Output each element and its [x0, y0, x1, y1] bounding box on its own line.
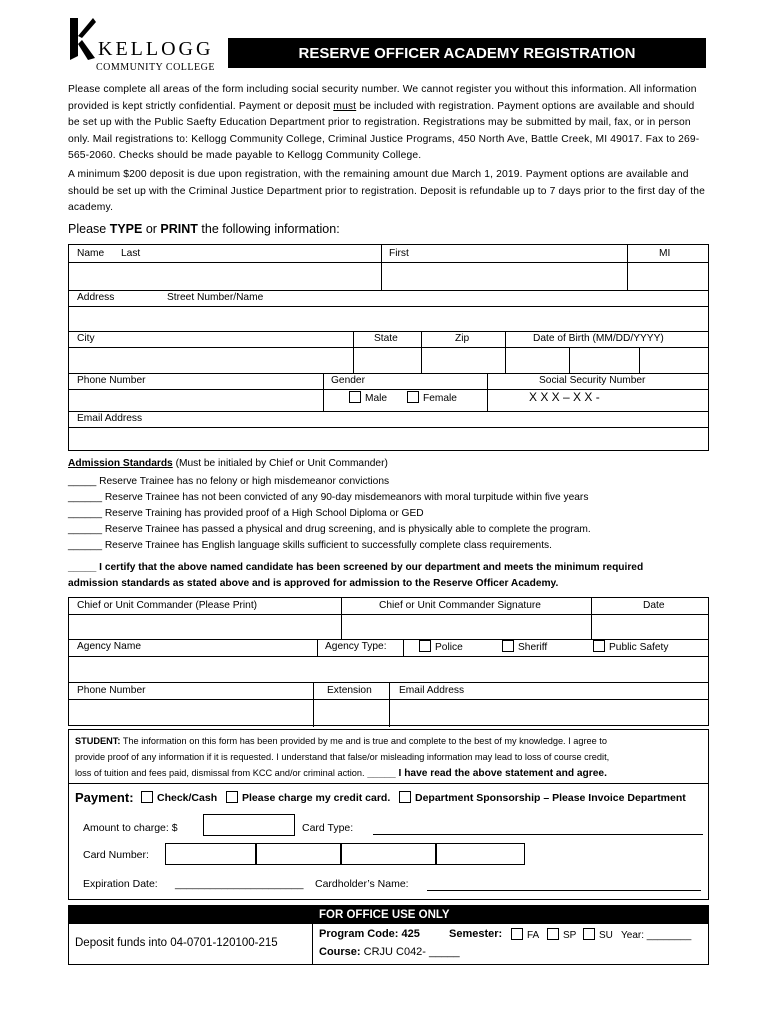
male-checkbox[interactable] [349, 391, 361, 403]
semester-label: Semester: [449, 928, 503, 940]
su-checkbox[interactable] [583, 928, 595, 940]
certify-line-2: admission standards as stated above and is approved for admission to the Reserve Officer Academy. [68, 578, 559, 589]
police-option[interactable]: Police [419, 640, 463, 653]
standard-item: ______ Reserve Training has provided proof of a High School Diploma or GED [68, 508, 424, 519]
sheriff-option[interactable]: Sheriff [502, 640, 547, 653]
intro-paragraph-1: Please complete all areas of the form including social security number. We cannot register you without this information. All information provided is kept strictly confidential. Payment or deposit must be included with registration. Payment options are available and should be set up with the Public Saefty Education Department prior to registration. Registrations may be submitted by mail, fax, or in person only. Mail registrations to: Kellogg Community College, Criminal Justice Programs, 450 North Ave, Battle Creek, MI 49017. Fax to 269-565-2060. Checks should be made payable to Kellogg Community College. [68, 84, 700, 161]
street-label: Street Number/Name [167, 292, 264, 303]
credit-card-option[interactable]: Please charge my credit card. [226, 791, 390, 804]
office-use-section [68, 905, 709, 965]
agency-name-label: Agency Name [77, 641, 141, 652]
public-safety-checkbox[interactable] [593, 640, 605, 652]
mi-label: MI [659, 248, 671, 259]
extension-input[interactable] [317, 702, 385, 722]
agency-type-label: Agency Type: [325, 641, 387, 652]
fa-option[interactable]: FA [511, 928, 539, 941]
zip-label: Zip [455, 333, 470, 344]
card-number-group-2[interactable] [256, 843, 341, 865]
dob-day-input[interactable] [573, 350, 635, 370]
su-option[interactable]: SU [583, 928, 613, 941]
fa-checkbox[interactable] [511, 928, 523, 940]
standard-item: _____ Reserve Trainee has no felony or high misdemeanor convictions [68, 476, 390, 487]
agency-phone-input[interactable] [71, 702, 309, 722]
email-label: Email Address [77, 413, 143, 424]
card-number-group-3[interactable] [341, 843, 436, 865]
deposit-info: Deposit funds into 04-0701-120100-215 [75, 937, 278, 949]
zip-input[interactable] [425, 350, 501, 370]
personal-info-table [68, 244, 709, 451]
agency-email-label: Email Address [399, 685, 465, 696]
date-input[interactable] [595, 616, 705, 636]
agency-table [68, 597, 709, 726]
college-logo [66, 16, 236, 76]
agency-name-input[interactable] [71, 658, 705, 680]
program-code: Program Code: 425 [319, 928, 420, 940]
sp-option[interactable]: SP [547, 928, 576, 941]
expiration-label: Expiration Date: [83, 878, 158, 890]
student-agree: _____ I have read the above statement and agree. [364, 768, 607, 779]
date-label: Date [643, 600, 665, 611]
chief-label: Chief or Unit Commander (Please Print) [77, 600, 258, 611]
card-type-label: Card Type: [302, 822, 354, 834]
signature-input[interactable] [345, 616, 587, 636]
dob-month-input[interactable] [509, 350, 565, 370]
phone-label: Phone Number [77, 375, 146, 386]
card-number-group-4[interactable] [436, 843, 525, 865]
certify-line-1: _____ I certify that the above named candidate has been screened by our department and meets the minimum required [68, 562, 644, 573]
state-label: State [374, 333, 398, 344]
office-use-heading: FOR OFFICE USE ONLY [69, 906, 708, 924]
agency-phone-label: Phone Number [77, 685, 146, 696]
address-label: Address [77, 292, 115, 303]
year-field[interactable]: Year: ________ [621, 930, 692, 941]
female-checkbox[interactable] [407, 391, 419, 403]
sponsorship-checkbox[interactable] [399, 791, 411, 803]
ssn-mask: X X X – X X - [529, 390, 600, 404]
city-label: City [77, 333, 95, 344]
amount-input[interactable] [203, 814, 295, 836]
kellogg-k-icon [66, 16, 96, 60]
payment-label: Payment: [75, 790, 134, 805]
course-code: Course: CRJU C042- _____ [319, 946, 460, 958]
email-input[interactable] [71, 430, 705, 448]
standard-item: ______ Reserve Trainee has passed a physical and drug screening, and is physically able to complete the program. [68, 524, 591, 535]
name-label: Name [77, 248, 105, 259]
logo-subtitle: COMMUNITY COLLEGE [96, 62, 215, 73]
last-label: Last [121, 248, 141, 259]
agency-email-input[interactable] [393, 702, 705, 722]
city-input[interactable] [71, 350, 349, 370]
public-safety-option[interactable]: Public Safety [593, 640, 668, 653]
mi-input[interactable] [631, 265, 705, 287]
student-statement: STUDENT: The information on this form has been provided by me and is true and complete to the best of my knowledge. I agree to provide proof of any information if it is requested. I understand that false/or misleading information may lead to loss of course credit, loss of tuition and fees paid, dismissal from KCC and/or criminal action. _____ I have read the above statement and agree. [68, 729, 709, 784]
signature-label: Chief or Unit Commander Signature [379, 600, 541, 611]
instruction: Please TYPE or PRINT the following information: [68, 222, 340, 236]
last-name-input[interactable] [71, 265, 377, 287]
first-label: First [389, 248, 409, 259]
check-cash-checkbox[interactable] [141, 791, 153, 803]
admission-heading: Admission Standards (Must be initialed by Chief or Unit Commander) [68, 458, 388, 469]
male-option[interactable]: Male [349, 391, 387, 404]
payment-section [68, 783, 709, 900]
intro-paragraph-2: A minimum $200 deposit is due upon registration, with the remaining amount due March 1, 2019. Payment options are available and should be set up with the Criminal Justice Department prior to registration. Deposit is refundable up to 7 days prior to the first day of the academy. [68, 169, 705, 213]
sp-checkbox[interactable] [547, 928, 559, 940]
amount-label: Amount to charge: $ [83, 822, 178, 834]
chief-name-input[interactable] [71, 616, 337, 636]
card-number-label: Card Number: [83, 849, 149, 861]
sponsorship-option[interactable]: Department Sponsorship – Please Invoice Department [399, 791, 686, 804]
state-input[interactable] [357, 350, 417, 370]
card-type-line[interactable] [373, 834, 703, 835]
first-name-input[interactable] [385, 265, 623, 287]
logo-name: KELLOGG [98, 38, 214, 60]
cardholder-label: Cardholder’s Name: [315, 878, 409, 890]
street-input[interactable] [71, 309, 705, 329]
phone-input[interactable] [71, 391, 319, 409]
female-option[interactable]: Female [407, 391, 457, 404]
police-checkbox[interactable] [419, 640, 431, 652]
form-title: RESERVE OFFICER ACADEMY REGISTRATION [228, 38, 706, 68]
check-cash-option[interactable]: Check/Cash [141, 791, 217, 804]
expiration-line[interactable]: ______________________ [175, 878, 304, 890]
credit-card-checkbox[interactable] [226, 791, 238, 803]
card-number-group-1[interactable] [165, 843, 256, 865]
sheriff-checkbox[interactable] [502, 640, 514, 652]
standard-item: ______ Reserve Trainee has English language skills sufficient to successfully complete class requirements. [68, 540, 552, 551]
extension-label: Extension [327, 685, 372, 696]
dob-label: Date of Birth (MM/DD/YYYY) [533, 333, 664, 344]
dob-year-input[interactable] [643, 350, 705, 370]
ssn-label: Social Security Number [539, 375, 646, 386]
gender-label: Gender [331, 375, 365, 386]
standard-item: ______ Reserve Trainee has not been convicted of any 90-day misdemeanors with moral turpitude within five years [68, 492, 589, 503]
cardholder-line[interactable] [427, 890, 701, 891]
